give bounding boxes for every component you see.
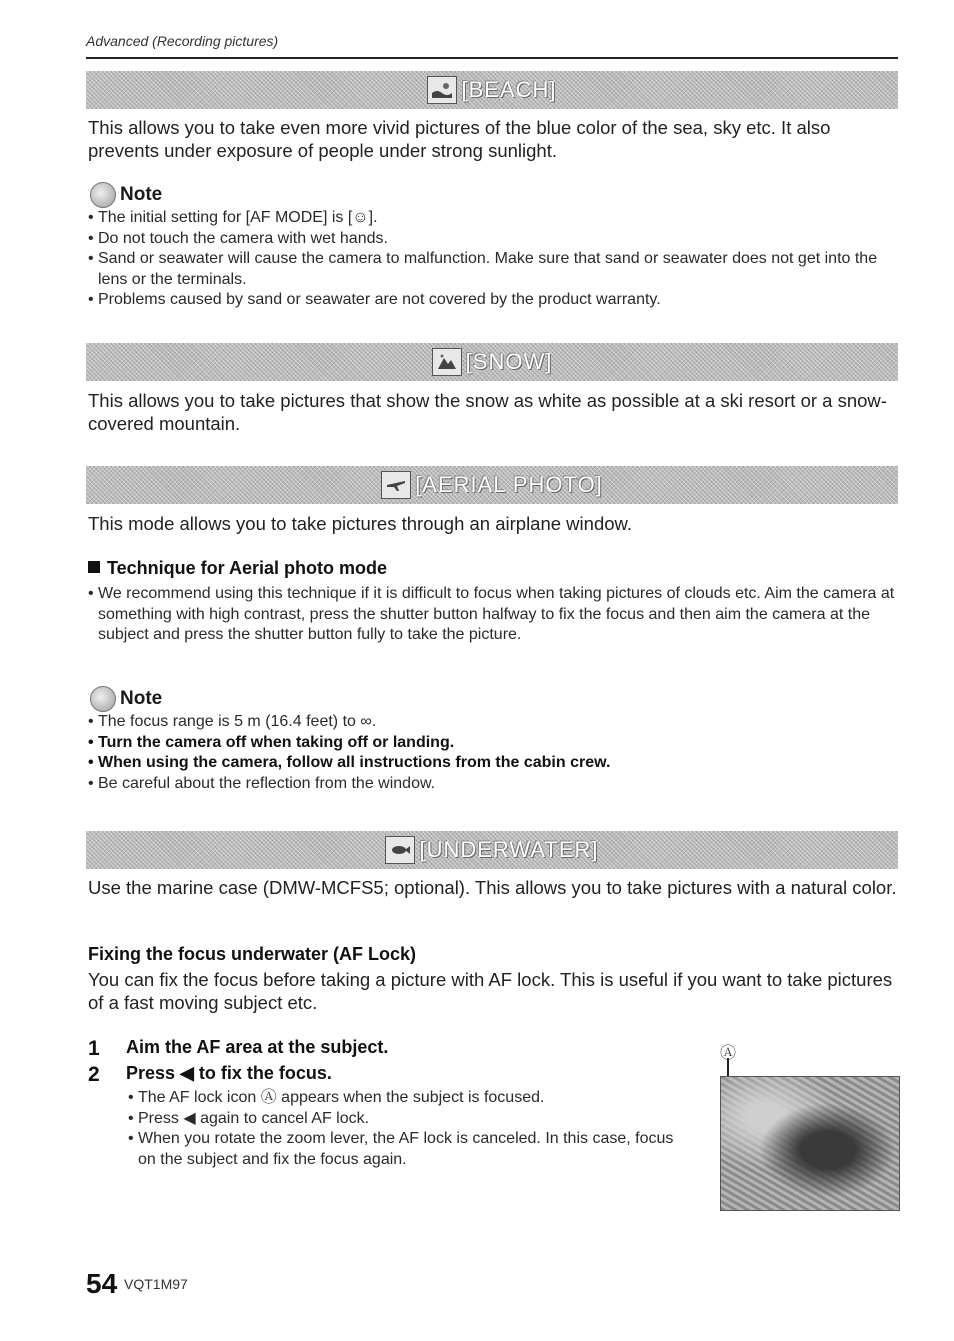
note-icon [90, 686, 116, 712]
callout-a-label: Ⓐ [720, 1045, 737, 1062]
list-item: • We recommend using this technique if it is difficult to focus when taking pictures of clouds etc. Aim the camera at something with high contrast, press the shutter button halfway to fix the focus and then aim the camera at the subject and press the shutter button fully to take the picture. [88, 584, 900, 646]
list-item: • The AF lock icon Ⓐ appears when the subject is focused. [128, 1088, 688, 1109]
beach-note-heading [90, 182, 162, 208]
list-item: • Be careful about the reflection from the window. [88, 774, 900, 795]
note-label: Note [120, 688, 163, 709]
list-item: • Press ◀ again to cancel AF lock. [128, 1109, 688, 1130]
step-text: Press ◀ to fix the focus. [126, 1063, 332, 1083]
technique-heading-text: Technique for Aerial photo mode [107, 558, 388, 578]
beach-notes-list [88, 208, 900, 311]
section-title-underwater: [UNDERWATER] [419, 837, 599, 862]
technique-list [88, 584, 900, 646]
list-item: • Turn the camera off when taking off or landing. [88, 733, 900, 754]
section-bar-snow [86, 343, 898, 381]
aerial-notes-list [88, 712, 900, 794]
section-bar-aerial [86, 466, 898, 504]
square-bullet-icon [88, 561, 100, 573]
list-item: • When using the camera, follow all instructions from the cabin crew. [88, 753, 900, 774]
step-number: 2 [88, 1063, 100, 1086]
section-bar-beach [86, 71, 898, 109]
list-item: • Do not touch the camera with wet hands. [88, 229, 900, 250]
note-icon [90, 182, 116, 208]
step-notes-list [128, 1088, 688, 1170]
page-number: 54 [86, 1268, 118, 1299]
underwater-example-photo [720, 1076, 900, 1211]
step-1 [88, 1037, 388, 1061]
section-title-aerial: [AERIAL PHOTO] [415, 472, 603, 497]
list-item: • The initial setting for [AF MODE] is [☺]. [88, 208, 900, 229]
note-label: Note [120, 184, 163, 205]
af-lock-heading: Fixing the focus underwater (AF Lock) [88, 944, 417, 964]
snow-description: This allows you to take pictures that show the snow as white as possible at a ski resort or a snow-covered mountain. [88, 390, 887, 434]
step-text: Aim the AF area at the subject. [126, 1037, 389, 1057]
beach-scene-icon [427, 76, 457, 104]
running-head: Advanced (Recording pictures) [86, 33, 279, 49]
list-item: • The focus range is 5 m (16.4 feet) to ∞. [88, 712, 900, 733]
section-bar-underwater [86, 831, 898, 869]
step-number: 1 [88, 1037, 100, 1060]
section-title-beach: [BEACH] [461, 77, 557, 102]
list-item: • Problems caused by sand or seawater are not covered by the product warranty. [88, 290, 900, 311]
step-2 [88, 1063, 332, 1087]
list-item: • When you rotate the zoom lever, the AF lock is canceled. In this case, focus on the subject and fix the focus again. [128, 1129, 688, 1170]
underwater-description: Use the marine case (DMW-MCFS5; optional). This allows you to take pictures with a natural color. [88, 877, 897, 898]
beach-description: This allows you to take even more vivid pictures of the blue color of the sea, sky etc. It also prevents under exposure of people under strong sunlight. [88, 117, 831, 161]
snow-scene-icon [432, 348, 462, 376]
aerial-note-heading [90, 686, 162, 712]
underwater-scene-icon [385, 836, 415, 864]
af-lock-description: You can fix the focus before taking a picture with AF lock. This is useful if you want to take pictures of a fast moving subject etc. [88, 969, 893, 1013]
aerial-description: This mode allows you to take pictures through an airplane window. [88, 513, 632, 534]
list-item: • Sand or seawater will cause the camera to malfunction. Make sure that sand or seawater does not get into the lens or the terminals. [88, 249, 900, 290]
section-title-snow: [SNOW] [465, 349, 553, 374]
technique-heading [88, 558, 387, 579]
header-rule [86, 57, 898, 59]
document-code: VQT1M97 [124, 1276, 188, 1292]
aerial-scene-icon [381, 471, 411, 499]
